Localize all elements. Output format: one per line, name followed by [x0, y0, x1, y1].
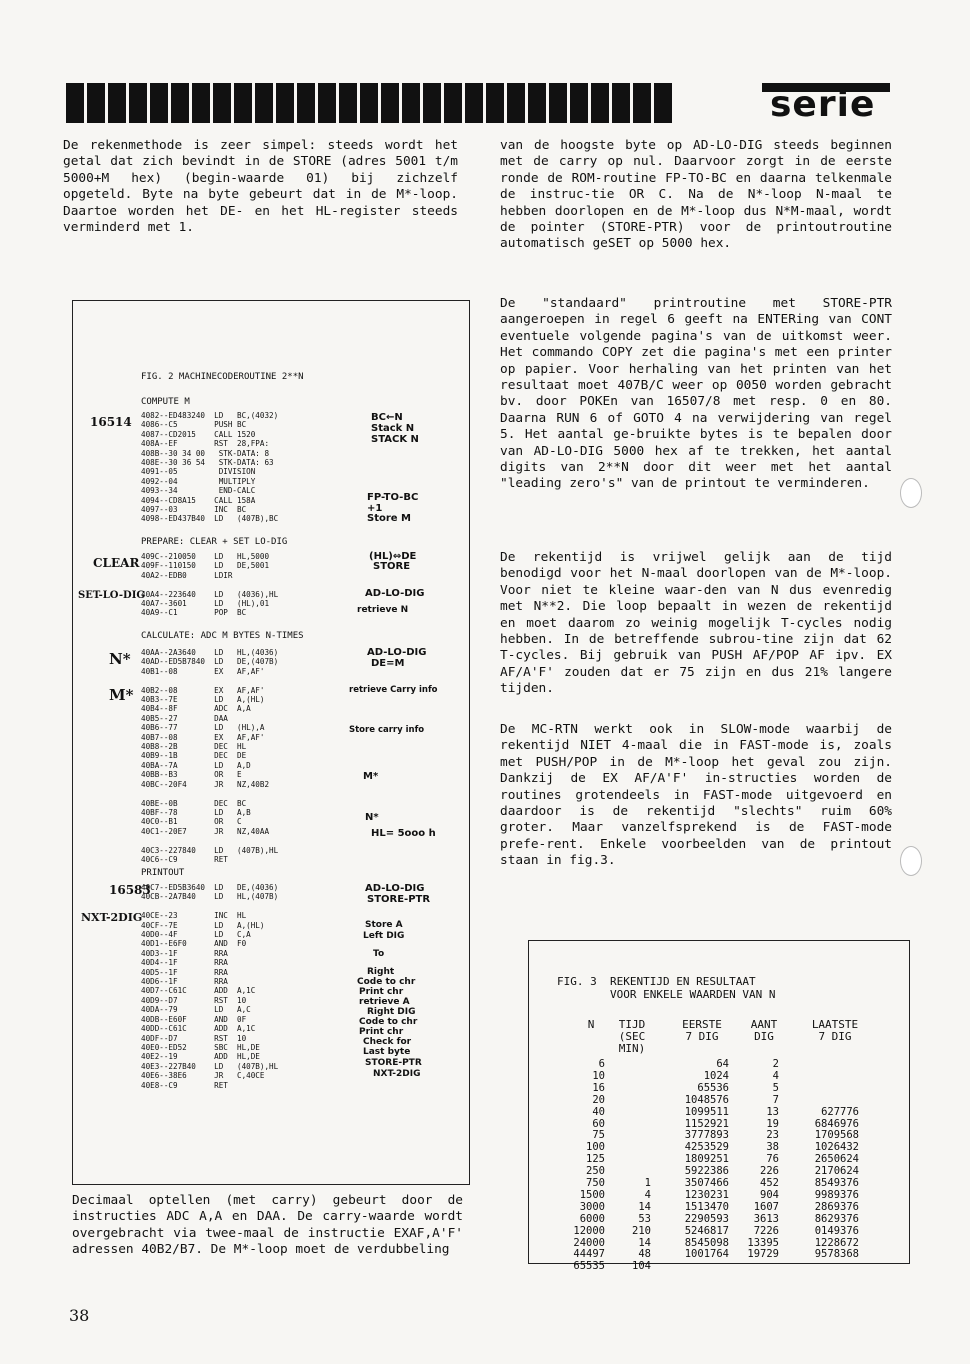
- fig2-note: BC←N: [371, 412, 403, 423]
- fig2-note: STORE: [373, 561, 411, 572]
- fig3-table-cell: 452: [760, 1177, 779, 1189]
- fig2-code-block: 40C7--ED5B3640 LD DE,(4036) 40CB--2A7B40 LD HL,(407B) 40CE--23 INC HL 40CF--7E LD A,(HL) 40D0--4F LD C,A 40D1--E6F0 AND F0 40D3--1F RRA 40D4--1F RRA 40D5--1F RRA 40D6--1F RRA 40D7--C61C ADD A,1C 40D9--D7 RST 10 40DA--79 LD A,C 40DB--E60F AND 0F 40DD--C61C ADD A,1C 40DF--D7 RST 10 40E0--ED52 SBC HL,DE 40E2--19 ADD HL,DE 40E3--227B40 LD (407B),HL 40E6--38E6 JR C,40CE 40E8--C9 RET: [141, 883, 279, 1090]
- fig2-side-label: SET-LO-DIG: [78, 590, 145, 601]
- fig2-side-label: NXT-2DIG: [81, 911, 143, 924]
- fig3-table-cell: 4253529: [684, 1141, 729, 1154]
- fig3-table-cell: 7226: [753, 1224, 779, 1237]
- left-top-paragraph: De rekenmethode is zeer simpel: steeds wordt het getal dat zich bevindt in de STORE (adres 5001 t/m 5000+M hex) (begin-waarde 01) bij zichzelf opgeteld. Byte na byte gebeurt dat in de M*-loop. Daartoe worden het DE- en het HL-register steeds verminderd met 1.: [63, 138, 458, 236]
- fig3-table-cell: 8545098: [684, 1236, 729, 1249]
- fig2-note: Store carry info: [349, 725, 425, 735]
- fig3-table-cell: 210: [632, 1224, 651, 1237]
- fig3-table-cell: 3777893: [684, 1129, 729, 1142]
- fig3-table-cell: 10: [592, 1069, 605, 1082]
- fig3-table-cell: 5: [772, 1081, 779, 1094]
- fig2-note: Print chr: [359, 987, 404, 997]
- fig3-table-cell: 750: [586, 1177, 605, 1189]
- fig2-note: Print chr: [359, 1027, 404, 1037]
- fig3-table-cell: 1607: [753, 1200, 779, 1213]
- fig3-table-cell: 2650624: [814, 1153, 859, 1166]
- fig3-table-cell: 40: [592, 1105, 605, 1118]
- fig2-note: STORE-PTR: [365, 1058, 422, 1068]
- fig3-table-cell: 1230231: [684, 1188, 729, 1201]
- fig2-note: AD-LO-DIG: [365, 588, 425, 599]
- fig2-section-title: PREPARE: CLEAR + SET LO-DIG: [141, 537, 288, 547]
- fig2-code-block: 4082--ED483240 LD BC,(4032) 4086--C5 PUSH BC 4087--CD2015 CALL 1520 408A--EF RST 28,FPA: 408B--30 34 00 STK-DATA: 8 408E--30 36 54 STK-DATA: 63 4091--05 DIVISION 4092--04 MULTIPLY 4093--34 END-CALC 4094--CD8A15 CALL 158A 4097--03 INC BC 4098--ED437B40 LD (407B),BC: [141, 411, 279, 524]
- right-paragraph: De rekentijd is vrijwel gelijk aan de tijd benodigd voor het N-maal doorlopen van de M*-loop. Voor niet te kleine waar-den van N dus evenredig met N**2. Die loop bepaalt in wezen de rekentijd en moet daarom zo weinig mogelijk T-cycles nodig hebben. In de betreffende subrou-tine zijn dat 62 T-cycles. Bij gebruik van PUSH AF/POP AF ipv. EX AF/A'F' zouden dat er 75 zijn en dus 21% langere tijden.: [500, 550, 892, 697]
- fig3-table-cell: 4: [644, 1188, 651, 1201]
- fig2-note: AD-LO-DIG: [367, 647, 427, 658]
- figure-2: [72, 300, 470, 1185]
- fig3-table-cell: 13395: [747, 1236, 779, 1249]
- fig2-note: DE=M: [371, 658, 405, 669]
- fig2-note: STACK N: [371, 434, 419, 445]
- fig3-table-cell: 23: [766, 1129, 779, 1142]
- fig3-table-cell: 14: [638, 1236, 651, 1249]
- fig3-table-cell: 14: [638, 1200, 651, 1213]
- fig2-code-block: 40AA--2A3640 LD HL,(4036) 40AD--ED5B7840 LD DE,(407B) 40B1--08 EX AF,AF' 40B2--08 EX AF,AF' 40B3--7E LD A,(HL) 40B4--8F ADC A,A 40B5--27 DAA 40B6--77 LD (HL),A 40B7--08 EX AF,AF' 40B8--2B DEC HL 40B9--1B DEC DE 40BA--7A LD A,D 40BB--B3 OR E 40BC--20F4 JR NZ,40B2 40BE--0B DEC BC 40BF--78 LD A,B 40C0--B1 OR C 40C1--20E7 JR NZ,40AA 40C3--227840 LD (407B),HL 40C6--C9 RET: [141, 648, 279, 864]
- fig2-note: Stack N: [371, 423, 415, 434]
- fig3-header-n: N: [587, 1018, 595, 1031]
- fig3-table-cell: 16: [592, 1081, 605, 1094]
- fig2-note: To: [373, 949, 385, 959]
- fig3-table-cell: 44497: [573, 1248, 605, 1261]
- fig2-note: Store A: [365, 920, 403, 930]
- fig3-table-cell: 4: [772, 1069, 779, 1082]
- fig3-table-cell: 250: [586, 1165, 605, 1178]
- fig2-side-label: N*: [109, 650, 131, 668]
- fig3-table-cell: 19: [766, 1117, 779, 1130]
- fig3-table-cell: 0149376: [814, 1224, 859, 1237]
- fig2-note: M*: [363, 771, 379, 782]
- fig3-table-cell: 5922386: [684, 1165, 729, 1178]
- fig3-table-cell: 2: [772, 1058, 779, 1070]
- fig3-table-cell: 3613: [753, 1212, 779, 1225]
- fig2-side-label: 16514: [90, 415, 132, 429]
- fig3-table-cell: 2170624: [814, 1165, 859, 1178]
- fig2-note: Check for: [363, 1037, 412, 1047]
- right-paragraph: De "standaard" printroutine met STORE-PTR aangeroepen in regel 6 geeft na ENTERing van CONT eventuele volgende pagina's van de uitkomst weer. Het commando COPY zet die pagina's met een printer op papier. Voor herhaling van het printen van het resultaat moet 407B/C weer op 0050 worden gebracht bv. door POKEn van 16507/8 met resp. 0 en 80. Daarna RUN 6 of GOTO 4 na verwijdering van regel 5. Het aantal ge-bruikte bytes is te bepalen door van AD-LO-DIG 5000 hex af te trekken, het aantal digits van 2**N door dit weer met het aantal "leading zero's" van de printout te verminderen.: [500, 296, 892, 492]
- fig3-header-laatste: LAATSTE 7 DIG: [811, 1018, 859, 1043]
- fig3-table-cell: 76: [766, 1153, 779, 1166]
- fig2-note: Store M: [367, 513, 411, 524]
- fig3-table-cell: 1048576: [684, 1093, 729, 1106]
- fig3-table-cell: 6846976: [814, 1117, 859, 1130]
- fig2-section-title: PRINTOUT: [141, 868, 185, 878]
- fig3-table-cell: 104: [632, 1260, 651, 1273]
- fig3-table-cell: 65535: [573, 1260, 605, 1273]
- fig3-table-cell: 9578368: [814, 1248, 859, 1261]
- fig2-side-label: CLEAR: [93, 556, 140, 570]
- punch-hole: [900, 478, 922, 508]
- fig3-table-cell: 1513470: [684, 1200, 729, 1213]
- fig2-note: retrieve A: [359, 997, 410, 1007]
- section-title: serie: [770, 84, 876, 125]
- fig3-table-cell: 7: [772, 1093, 779, 1106]
- fig3-table-cell: 1: [644, 1177, 651, 1189]
- fig2-note: STORE-PTR: [367, 894, 431, 905]
- fig3-table-cell: 60: [592, 1117, 605, 1130]
- fig2-note: NXT-2DIG: [373, 1069, 421, 1079]
- fig3-table-cell: 1228672: [814, 1236, 859, 1249]
- fig2-side-label: 16583: [109, 883, 151, 897]
- fig2-note: HL= 5ooo h: [371, 828, 436, 839]
- fig3-table-cell: 100: [586, 1141, 605, 1154]
- fig3-table-cell: 3000: [579, 1200, 605, 1213]
- fig2-note: Code to chr: [357, 977, 416, 987]
- fig3-title: FIG. 3 REKENTIJD EN RESULTAAT VOOR ENKELE WAARDEN VAN N: [557, 975, 776, 1001]
- fig3-table-cell: 1099511: [684, 1105, 729, 1118]
- fig3-table-cell: 20: [592, 1093, 605, 1106]
- fig3-table-cell: 226: [760, 1165, 779, 1178]
- fig3-table-cell: 5246817: [684, 1224, 729, 1237]
- fig3-table-cell: 12000: [573, 1224, 605, 1237]
- page-number: 38: [69, 1306, 90, 1325]
- fig3-table-cell: 53: [638, 1212, 651, 1225]
- fig2-note: Right: [367, 967, 395, 977]
- fig3-table-cell: 8629376: [814, 1212, 859, 1225]
- fig3-table-cell: 8549376: [814, 1177, 859, 1189]
- fig3-table-cell: 1500: [579, 1188, 605, 1201]
- figure-3: [528, 940, 910, 1273]
- fig3-table-cell: 65536: [697, 1081, 729, 1094]
- fig3-table-cell: 24000: [573, 1236, 605, 1249]
- fig3-table-cell: 125: [586, 1153, 605, 1166]
- fig2-side-label: M*: [109, 686, 134, 704]
- fig2-note: +1: [367, 503, 383, 514]
- fig3-table-cell: 627776: [821, 1105, 859, 1118]
- fig2-note: FP-TO-BC: [367, 492, 419, 503]
- fig3-table-cell: 64: [716, 1058, 729, 1070]
- fig2-note: retrieve Carry info: [349, 685, 438, 695]
- fig3-table-cell: 2290593: [684, 1212, 729, 1225]
- fig2-note: (HL)⇔DE: [369, 551, 417, 562]
- fig3-table-cell: 19729: [747, 1248, 779, 1261]
- fig3-table-cell: 1152921: [684, 1117, 729, 1130]
- fig2-note: retrieve N: [357, 605, 409, 615]
- fig3-table-cell: 38: [766, 1141, 779, 1154]
- fig3-header-aant: AANT DIG: [750, 1018, 778, 1043]
- fig3-header-eerste: EERSTE 7 DIG: [682, 1018, 722, 1043]
- fig3-table-cell: 1001764: [684, 1248, 729, 1261]
- punch-hole: [900, 846, 922, 876]
- fig3-table-cell: 75: [592, 1129, 605, 1142]
- fig2-note: Left DIG: [363, 931, 405, 941]
- left-bottom-paragraph: Decimaal optellen (met carry) gebeurt door de instructies ADC A,A en DAA. De carry-waarde wordt overgebracht via twee-maal de instructie EXAF,A'F' adressen 40B2/B7. De M*-loop moet de verdubbeling: [72, 1193, 463, 1258]
- fig3-header-tijd: TIJD (SEC MIN): [618, 1018, 646, 1055]
- fig2-note: AD-LO-DIG: [365, 883, 425, 894]
- fig2-note: N*: [365, 812, 379, 823]
- fig3-table-cell: 1026432: [814, 1141, 859, 1154]
- fig3-table-cell: 6: [598, 1058, 605, 1070]
- fig3-table-cell: 1809251: [684, 1153, 729, 1166]
- fig3-table-cell: 2869376: [814, 1200, 859, 1213]
- fig3-table-cell: 1024: [703, 1069, 729, 1082]
- header-band: [66, 83, 672, 123]
- right-paragraph: van de hoogste byte op AD-LO-DIG steeds beginnen met de carry op nul. Daarvoor zorgt in de eerste ronde de ROM-routine FP-TO-BC en daarna telkenmale de instruc-tie OR C. Na de N*-loop N-maal te hebben doorlopen en de M*-loop dus N*M-maal, wordt de pointer (STORE-PTR) voor de printoutroutine automatisch geSET op 5000 hex.: [500, 138, 892, 252]
- fig3-table-cell: 13: [766, 1105, 779, 1118]
- fig3-table-cell: 48: [638, 1248, 651, 1261]
- fig2-note: Last byte: [363, 1047, 411, 1057]
- fig2-note: Right DIG: [367, 1007, 416, 1017]
- fig2-code-block: 409C--210050 LD HL,5000 409F--110150 LD DE,5001 40A2--EDB0 LDIR 40A4--223640 LD (4036),HL 40A7--3601 LD (HL),01 40A9--C1 POP BC: [141, 552, 279, 618]
- fig2-section-title: COMPUTE M: [141, 397, 190, 407]
- fig3-table-cell: 3507466: [684, 1177, 729, 1189]
- fig3-table-cell: 9989376: [814, 1188, 859, 1201]
- fig3-table-cell: 1709568: [814, 1129, 859, 1142]
- fig2-caption: FIG. 2 MACHINECODEROUTINE 2**N: [141, 372, 304, 382]
- right-paragraph: De MC-RTN werkt ook in SLOW-mode waarbij de rekentijd NIET 4-maal die in FAST-mode is, zoals met PUSH/POP in de M*-loop het geval zou zijn. Dankzij de EX AF/A'F' in-structies worden de routines grotendeels in FAST-mode uitgevoerd en daardoor is de rekentijd "slechts" ruim 60% groter. Maar vanzelfsprekend is de FAST-mode prefe-rent. Enkele voorbeelden van de printout staan in fig.3.: [500, 722, 892, 869]
- fig2-section-title: CALCULATE: ADC M BYTES N-TIMES: [141, 631, 304, 641]
- fig3-table-cell: 904: [760, 1188, 779, 1201]
- fig2-note: Code to chr: [359, 1017, 418, 1027]
- fig3-table-cell: 6000: [579, 1212, 605, 1225]
